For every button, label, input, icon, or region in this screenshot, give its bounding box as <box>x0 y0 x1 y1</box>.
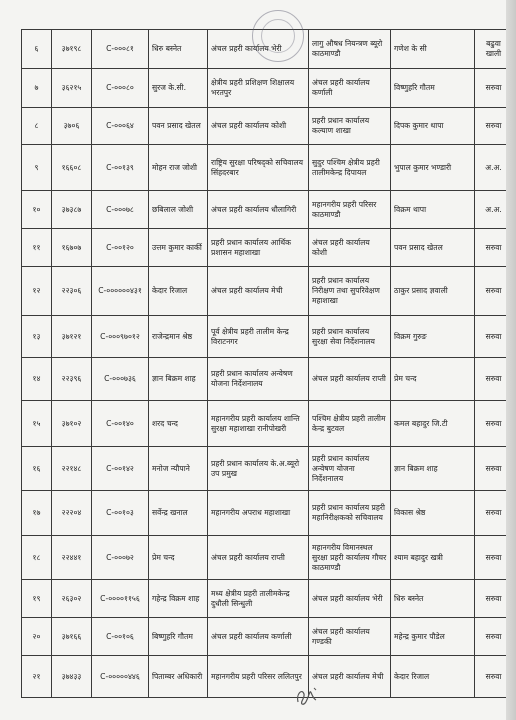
remark-cell: सरुवा <box>475 536 513 580</box>
remark-cell: सरुवा <box>475 401 513 447</box>
officer-code-cell: C-०००७२ <box>92 536 149 580</box>
table-row <box>22 491 513 536</box>
serial-number-cell: १४ <box>22 358 52 401</box>
new-posting-cell: प्रहरी प्रधान कार्यालय सुरक्षा सेवा निर्देशनालय <box>309 316 391 358</box>
current-posting-cell: अंचल प्रहरी कार्यालय भेरी <box>208 30 309 69</box>
citizenship-number-cell: १६६०८ <box>52 145 92 191</box>
citizenship-number-cell: ३६२१५ <box>52 69 92 108</box>
citizenship-number-cell: २२२०४ <box>52 491 92 536</box>
officer-code-cell: C-००१०६ <box>92 618 149 656</box>
current-posting-cell: अंचल प्रहरी कार्यालय कर्णाली <box>208 618 309 656</box>
replacing-officer-cell: प्रेम चन्द <box>391 358 475 401</box>
serial-number-cell: १३ <box>22 316 52 358</box>
serial-number-cell: १८ <box>22 536 52 580</box>
current-posting-cell: अंचल प्रहरी कार्यालय धौलागिरी <box>208 191 309 229</box>
table-row <box>22 229 513 267</box>
officer-name-cell: गहेन्द्र विक्रम शाह <box>149 580 208 618</box>
remark-cell: सरुवा <box>475 358 513 401</box>
new-posting-cell: पश्चिम क्षेत्रीय प्रहरी तालीम केन्द्र बुटवल <box>309 401 391 447</box>
replacing-officer-cell: धिरु बस्नेत <box>391 580 475 618</box>
officer-name-cell: सर्वेन्द्र खनाल <box>149 491 208 536</box>
replacing-officer-cell: श्याम बहादुर खत्री <box>391 536 475 580</box>
replacing-officer-cell: विक्रम गुरुङ <box>391 316 475 358</box>
table-row <box>22 191 513 229</box>
new-posting-cell: अंचल प्रहरी कार्यालय राप्ती <box>309 358 391 401</box>
replacing-officer-cell: विक्रम थापा <box>391 191 475 229</box>
remark-cell: सरुवा <box>475 580 513 618</box>
current-posting-cell: अंचल प्रहरी कार्यालय राप्ती <box>208 536 309 580</box>
transfer-table <box>21 29 513 698</box>
new-posting-cell: लागु औषध नियन्त्रण ब्यूरो काठमाण्डौ <box>309 30 391 69</box>
officer-code-cell: C-०००६४ <box>92 108 149 145</box>
citizenship-number-cell: ३७४३३ <box>52 656 92 698</box>
new-posting-cell: अंचल प्रहरी कार्यालय कोशी <box>309 229 391 267</box>
citizenship-number-cell: २२३९६ <box>52 358 92 401</box>
remark-cell: अ.अ. <box>475 145 513 191</box>
citizenship-number-cell: ३७१६६ <box>52 618 92 656</box>
officer-name-cell: पिताम्बर अधिकारी <box>149 656 208 698</box>
serial-number-cell: १६ <box>22 447 52 491</box>
replacing-officer-cell: ज्ञान बिक्रम शाह <box>391 447 475 491</box>
replacing-officer-cell: भुपाल कुमार भण्डारी <box>391 145 475 191</box>
serial-number-cell: ७ <box>22 69 52 108</box>
replacing-officer-cell: ठाकुर प्रसाद ज्ञवाली <box>391 267 475 316</box>
serial-number-cell: १७ <box>22 491 52 536</box>
table-row <box>22 316 513 358</box>
officer-code-cell: C-०००००४४६ <box>92 656 149 698</box>
remark-cell: सरुवा <box>475 656 513 698</box>
officer-name-cell: केदार रिजाल <box>149 267 208 316</box>
table-row <box>22 358 513 401</box>
officer-name-cell: शरद चन्द <box>149 401 208 447</box>
new-posting-cell: सुदुर पश्चिम क्षेत्रीय प्रहरी तालीमकेन्द्र दिपायल <box>309 145 391 191</box>
serial-number-cell: २१ <box>22 656 52 698</box>
table-row <box>22 108 513 145</box>
office-seal-stamp <box>252 10 304 62</box>
new-posting-cell: महानगरीय प्रहरी परिसर काठमाण्डौ <box>309 191 391 229</box>
current-posting-cell: प्रहरी प्रधान कार्यालय आर्थिक प्रशासन महाशाखा <box>208 229 309 267</box>
officer-code-cell: C-००१४२ <box>92 447 149 491</box>
table-row <box>22 267 513 316</box>
serial-number-cell: ६ <box>22 30 52 69</box>
officer-name-cell: प्रेम चन्द <box>149 536 208 580</box>
new-posting-cell: प्रहरी प्रधान कार्यालय अन्वेषण योजना निर्देशनालय <box>309 447 391 491</box>
officer-name-cell: धिरु बस्नेत <box>149 30 208 69</box>
current-posting-cell: राष्ट्रिय सुरक्षा परिषद्को सचिवालय सिंहदरबार <box>208 145 309 191</box>
new-posting-cell: प्रहरी प्रधान कार्यालय कल्याण शाखा <box>309 108 391 145</box>
officer-name-cell: छबिलाल जोशी <box>149 191 208 229</box>
serial-number-cell: ८ <box>22 108 52 145</box>
current-posting-cell: महानगरीय अपराध महाशाखा <box>208 491 309 536</box>
replacing-officer-cell: गणेश के सी <box>391 30 475 69</box>
officer-code-cell: C-००००११५६ <box>92 580 149 618</box>
new-posting-cell: अंचल प्रहरी कार्यालय भेरी <box>309 580 391 618</box>
remark-cell: अ.अ. <box>475 191 513 229</box>
citizenship-number-cell: १६७०७ <box>52 229 92 267</box>
new-posting-cell: प्रहरी प्रधान कार्यालय प्रहरी महानिरीक्षकको सचिवालय <box>309 491 391 536</box>
remark-cell: सरुवा <box>475 447 513 491</box>
table-row <box>22 580 513 618</box>
new-posting-cell: अंचल प्रहरी कार्यालय कर्णाली <box>309 69 391 108</box>
replacing-officer-cell: महेन्द्र कुमार पौडेल <box>391 618 475 656</box>
serial-number-cell: ११ <box>22 229 52 267</box>
table-row <box>22 145 513 191</box>
serial-number-cell: २० <box>22 618 52 656</box>
table-row <box>22 536 513 580</box>
table-row <box>22 401 513 447</box>
current-posting-cell: अंचल प्रहरी कार्यालय कोशी <box>208 108 309 145</box>
citizenship-number-cell: २२१४८ <box>52 447 92 491</box>
remark-cell: सरुवा <box>475 69 513 108</box>
officer-code-cell: C-००१०३ <box>92 491 149 536</box>
officer-name-cell: मोहन राज जोशी <box>149 145 208 191</box>
current-posting-cell: क्षेत्रीय प्रहरी प्रशिक्षण शिक्षालय भरतपुर <box>208 69 309 108</box>
signature-mark <box>290 680 330 708</box>
citizenship-number-cell: ३७०६ <box>52 108 92 145</box>
remark-cell: सरुवा <box>475 491 513 536</box>
new-posting-cell: अंचल प्रहरी कार्यालय गण्डकी <box>309 618 391 656</box>
officer-name-cell: सुरज के.सी. <box>149 69 208 108</box>
replacing-officer-cell: विकास श्रेष्ठ <box>391 491 475 536</box>
citizenship-number-cell: २६३०२ <box>52 580 92 618</box>
table-row <box>22 69 513 108</box>
remark-cell: सरुवा <box>475 229 513 267</box>
replacing-officer-cell: पवन प्रसाद खेतल <box>391 229 475 267</box>
citizenship-number-cell: ३७३८७ <box>52 191 92 229</box>
officer-code-cell: C-०००९७०१२ <box>92 316 149 358</box>
table-row <box>22 447 513 491</box>
replacing-officer-cell: विष्णुहरि गौतम <box>391 69 475 108</box>
officer-name-cell: पवन प्रसाद खेतल <box>149 108 208 145</box>
officer-name-cell: उत्तम कुमार कार्की <box>149 229 208 267</box>
scan-edge-shadow <box>506 0 516 720</box>
table-row <box>22 656 513 698</box>
remark-cell: बढुवा खाली <box>475 30 513 69</box>
table-row <box>22 618 513 656</box>
serial-number-cell: ९ <box>22 145 52 191</box>
table-body <box>22 30 513 698</box>
current-posting-cell: प्रहरी प्रधान कार्यालय अन्वेषण योजना निर्देशनालय <box>208 358 309 401</box>
officer-code-cell: C-०००७३६ <box>92 358 149 401</box>
officer-code-cell: C-०००८१ <box>92 30 149 69</box>
officer-code-cell: C-००००००४३१ <box>92 267 149 316</box>
officer-name-cell: राजेन्द्रमान श्रेष्ठ <box>149 316 208 358</box>
new-posting-cell: अंचल प्रहरी कार्यालय मेची <box>309 656 391 698</box>
serial-number-cell: १५ <box>22 401 52 447</box>
citizenship-number-cell: ३७१०२ <box>52 401 92 447</box>
remark-cell: सरुवा <box>475 316 513 358</box>
officer-code-cell: C-००१२० <box>92 229 149 267</box>
officer-code-cell: C-०००८० <box>92 69 149 108</box>
officer-code-cell: C-००१४० <box>92 401 149 447</box>
citizenship-number-cell: २२४४१ <box>52 536 92 580</box>
current-posting-cell: पूर्व क्षेत्रीय प्रहरी तालीम केन्द्र विराटनगर <box>208 316 309 358</box>
citizenship-number-cell: २२३०६ <box>52 267 92 316</box>
replacing-officer-cell: दिपक कुमार थापा <box>391 108 475 145</box>
replacing-officer-cell: केदार रिजाल <box>391 656 475 698</box>
citizenship-number-cell: ३७१२१ <box>52 316 92 358</box>
new-posting-cell: महानगरीय विमानस्थल सुरक्षा प्रहरी कार्यालय गौचर काठमाण्डौ <box>309 536 391 580</box>
serial-number-cell: १९ <box>22 580 52 618</box>
current-posting-cell: मध्य क्षेत्रीय प्रहरी तालीमकेन्द्र दुधौली सिन्धुली <box>208 580 309 618</box>
remark-cell: सरुवा <box>475 618 513 656</box>
officer-name-cell: ज्ञान बिक्रम शाह <box>149 358 208 401</box>
replacing-officer-cell: कमल बहादुर जि.टी <box>391 401 475 447</box>
officer-name-cell: बिष्णुहरि गौतम <box>149 618 208 656</box>
remark-cell: सरुवा <box>475 108 513 145</box>
serial-number-cell: १० <box>22 191 52 229</box>
current-posting-cell: महानगरीय प्रहरी परिसर ललितपुर <box>208 656 309 698</box>
officer-name-cell: मनोज न्यौपाने <box>149 447 208 491</box>
serial-number-cell: १२ <box>22 267 52 316</box>
remark-cell: सरुवा <box>475 267 513 316</box>
new-posting-cell: प्रहरी प्रधान कार्यालय निरीक्षण तथा सुपरिवेक्षण महाशाखा <box>309 267 391 316</box>
current-posting-cell: महानगरीय प्रहरी कार्यालय शान्ति सुरक्षा महाशाखा रानीपोखरी <box>208 401 309 447</box>
officer-code-cell: C-००१३९ <box>92 145 149 191</box>
current-posting-cell: प्रहरी प्रधान कार्यालय के.अ.ब्यूरो उप प्रमुख <box>208 447 309 491</box>
current-posting-cell: अंचल प्रहरी कार्यालय मेची <box>208 267 309 316</box>
officer-code-cell: C-०००७८ <box>92 191 149 229</box>
citizenship-number-cell: ३७१९८ <box>52 30 92 69</box>
